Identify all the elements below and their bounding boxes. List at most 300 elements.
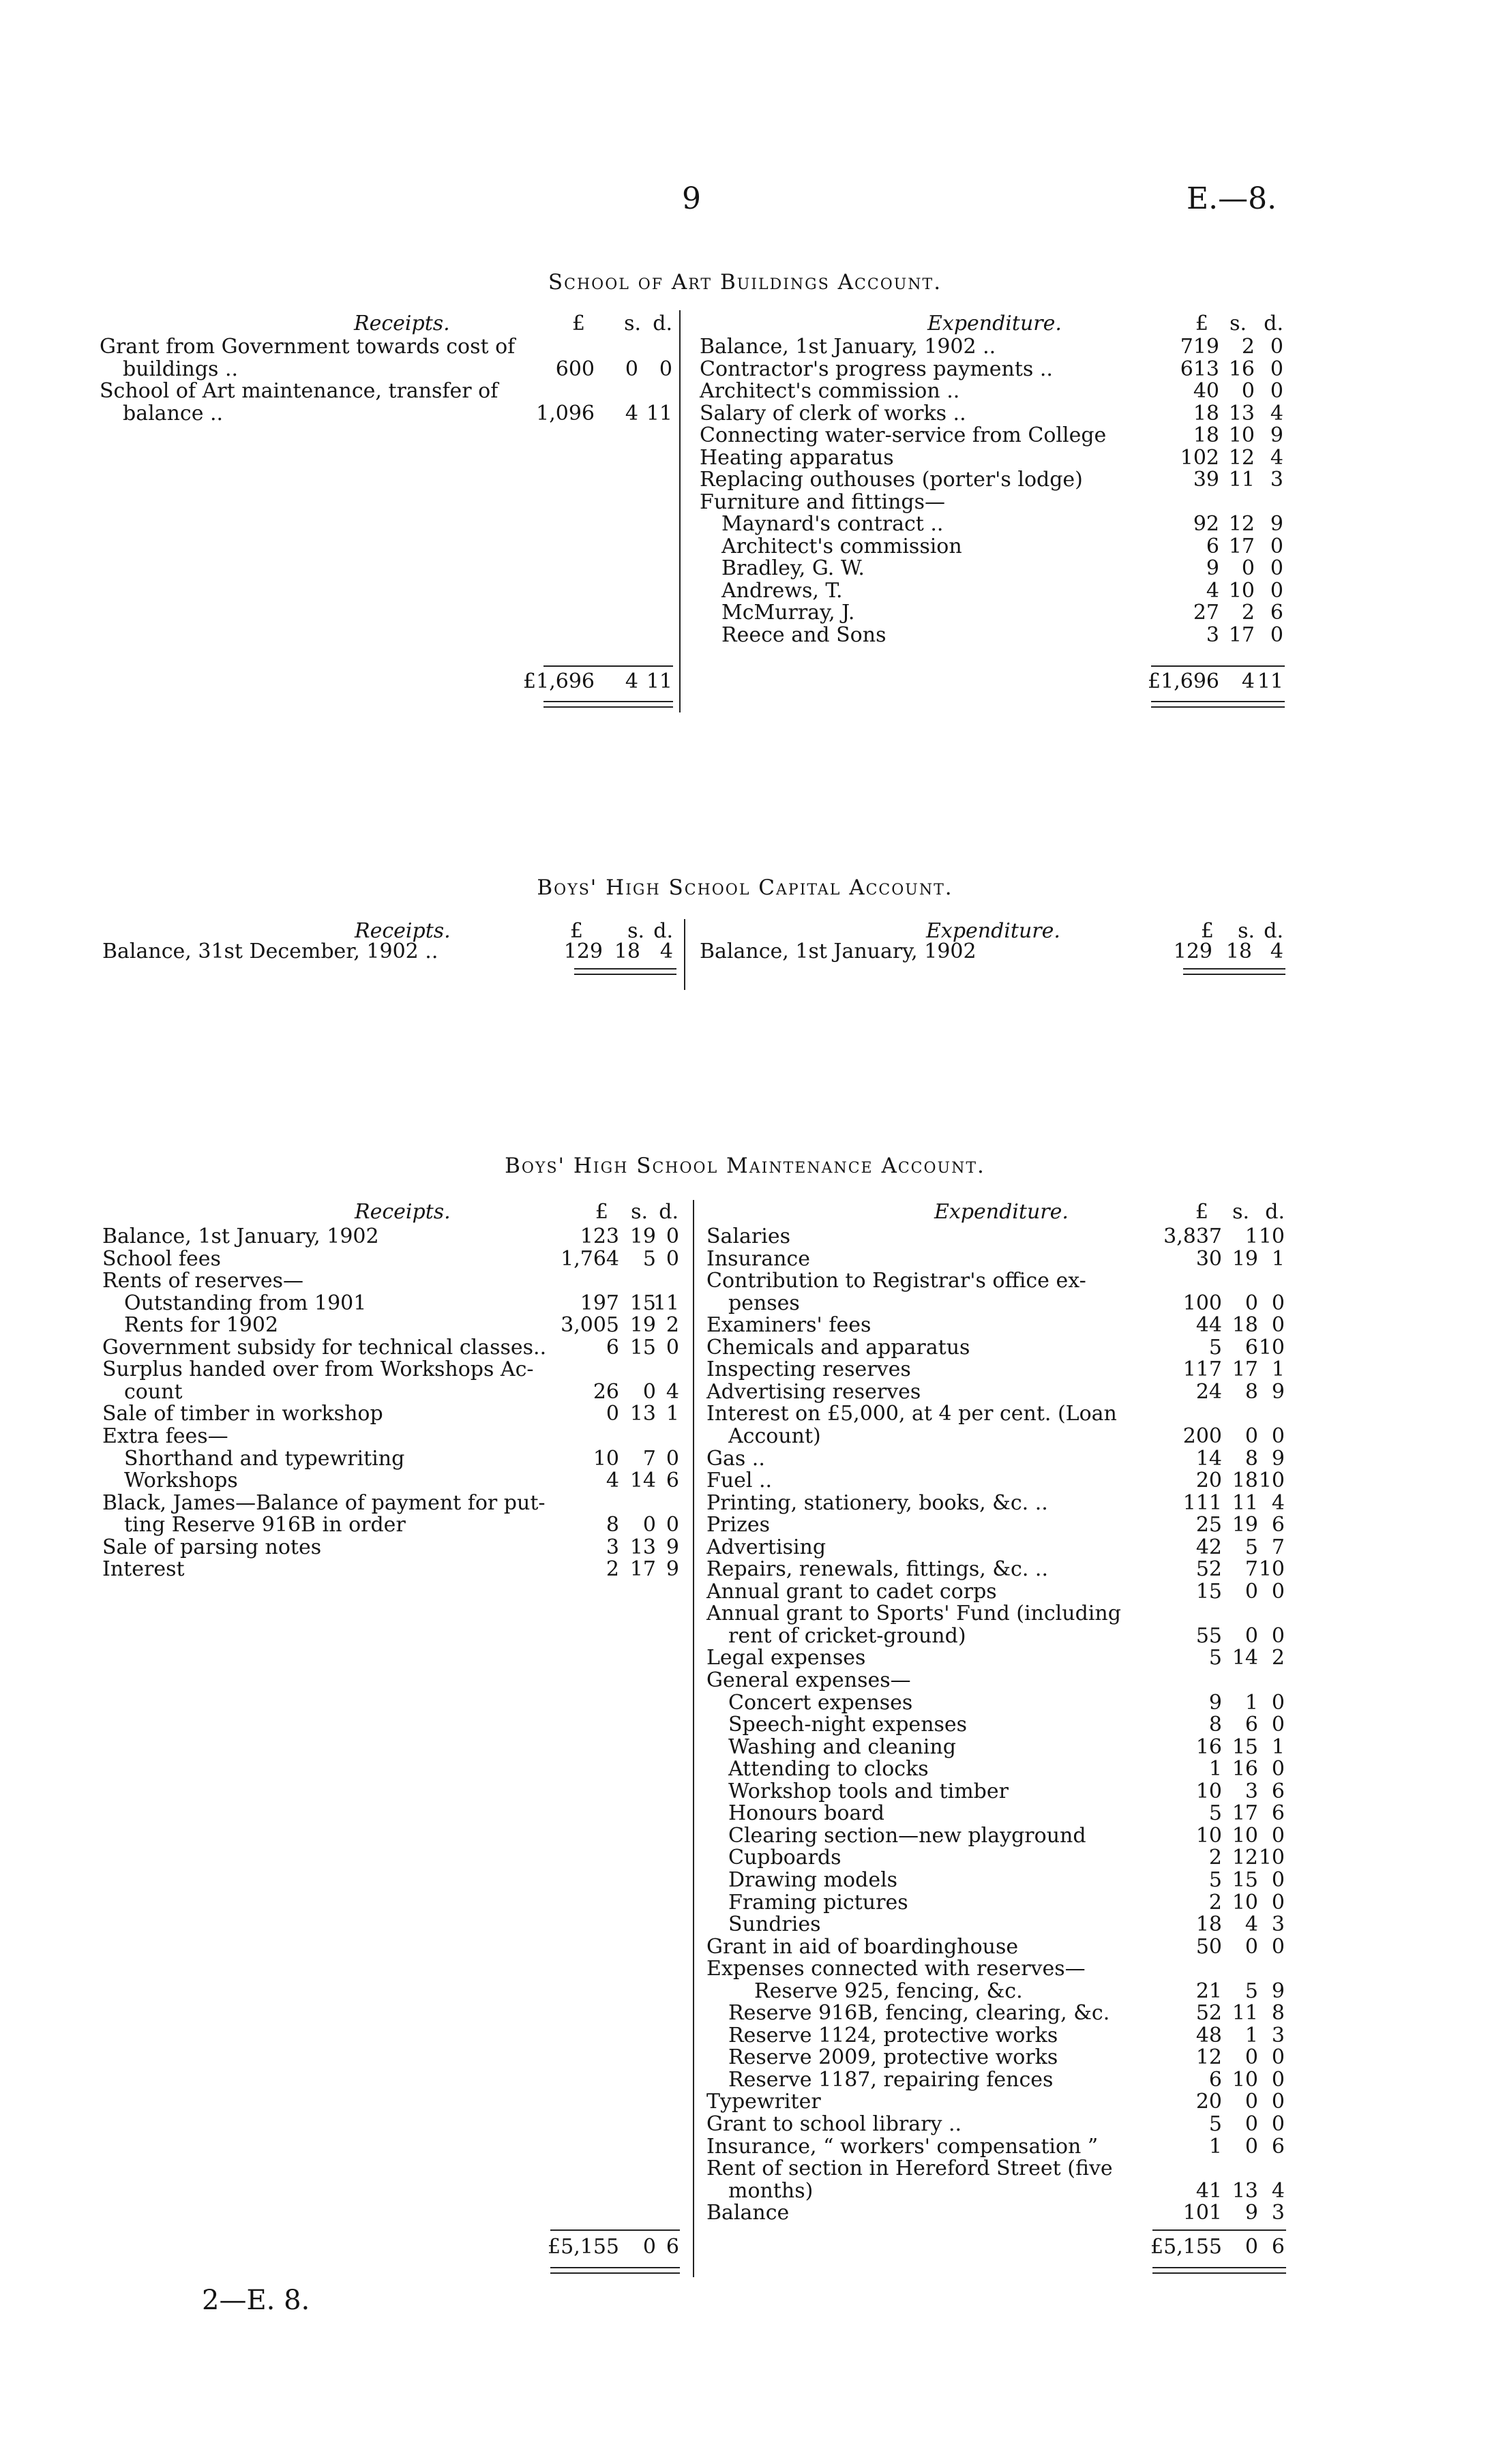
- expenditure-item: Legal expenses: [706, 1646, 866, 1670]
- receipt-line: buildings ..: [123, 357, 239, 381]
- mnt-receipt-pence: 0: [666, 1335, 679, 1359]
- expenditure-item: Expenses connected with reserves—: [706, 1957, 1086, 1981]
- receipt-item: Shorthand and typewriting: [124, 1446, 405, 1471]
- expenditure-item: Advertising reserves: [706, 1379, 921, 1404]
- mnt-expenditure-shillings: 13: [1232, 2178, 1258, 2203]
- mnt-expenditure-shillings: 1: [1245, 2023, 1258, 2047]
- expenditure-item: Clearing section—new playground: [728, 1823, 1086, 1848]
- art-expenditure-pence: 0: [1270, 556, 1283, 580]
- cap-receipts-col-pounds,shillings,pence: d.: [653, 919, 673, 943]
- expenditure-item: Gas ..: [706, 1446, 765, 1471]
- mnt-expenditure-pence: 9: [1271, 1446, 1285, 1471]
- mnt-expenditure-shillings: 19: [1232, 1513, 1258, 1537]
- receipt-item: Extra fees—: [102, 1424, 228, 1448]
- mnt-receipts-col-pounds,shillings,pence: £: [595, 1200, 608, 1224]
- mnt-receipt-pence: 1: [666, 1402, 679, 1426]
- expenditure-item: Contribution to Registrar's office ex-: [706, 1269, 1086, 1293]
- expenditure-item: Connecting water-service from College: [700, 423, 1107, 447]
- expenditure-item: Drawing models: [728, 1867, 898, 1892]
- mnt-expenditure-shillings: 6: [1245, 1335, 1258, 1359]
- mnt-expenditure-total-shillings: 0: [1245, 2235, 1258, 2259]
- expenditure-item: Examiners' fees: [706, 1313, 871, 1338]
- mnt-expenditure-pounds: 48: [1195, 2023, 1222, 2047]
- receipts-heading: Receipts.: [355, 919, 451, 943]
- mnt-expenditure-pounds: 20: [1195, 2090, 1222, 2114]
- expenditure-item: Architect's commission: [721, 534, 962, 558]
- mnt-expenditure-pounds: 20: [1195, 1469, 1222, 1493]
- mnt-expenditure-pounds: 1: [1208, 1757, 1222, 1782]
- art-expenditure-pounds: 92: [1193, 512, 1219, 536]
- mnt-receipt-pence: 0: [666, 1246, 679, 1271]
- art-expenditure-shillings: 0: [1241, 379, 1255, 403]
- cap-receipt-pence: 4: [659, 940, 673, 963]
- mnt-expenditure-pence: 6: [1271, 1513, 1285, 1537]
- mnt-expenditure-pence: 0: [1271, 1579, 1285, 1604]
- art-expenditure-pence: 0: [1270, 379, 1283, 403]
- mnt-expenditure-pence: 0: [1271, 2112, 1285, 2136]
- cap-expenditure-col-pounds,shillings,pence: d.: [1264, 919, 1283, 943]
- expenditure-item: Balance: [706, 2201, 790, 2225]
- expenditure-heading: Expenditure.: [934, 1200, 1069, 1224]
- receipt-item: ting Reserve 916B in order: [124, 1513, 406, 1537]
- mnt-expenditure-pounds: 6: [1208, 2067, 1222, 2092]
- mnt-receipt-pounds: 6: [606, 1335, 619, 1359]
- total-double-rule: [574, 968, 676, 970]
- mnt-receipt-pounds: 0: [606, 1402, 619, 1426]
- mnt-expenditure-shillings: 8: [1245, 1379, 1258, 1404]
- expenditure-item: Insurance, “ workers' compensation ”: [706, 2134, 1099, 2159]
- expenditure-item: Bradley, G. W.: [721, 556, 865, 580]
- art-expenditure-shillings: 0: [1241, 556, 1255, 580]
- receipt-item: Rents for 1902: [124, 1313, 279, 1338]
- expenditure-item: Grant in aid of boardinghouse: [706, 1934, 1019, 1959]
- mnt-expenditure-pence: 3: [1271, 1912, 1285, 1937]
- mnt-expenditure-pounds: 21: [1195, 1979, 1222, 2003]
- mnt-expenditure-pounds: 55: [1195, 1623, 1222, 1648]
- mnt-receipt-pence: 0: [666, 1225, 679, 1248]
- mnt-expenditure-shillings: 10: [1232, 1823, 1258, 1848]
- mnt-expenditure-pounds: 200: [1182, 1424, 1222, 1448]
- expenditure-item: Concert expenses: [728, 1690, 913, 1715]
- mnt-expenditure-total-pence: 6: [1271, 2235, 1285, 2259]
- expenditure-item: Workshop tools and timber: [728, 1779, 1009, 1803]
- mnt-receipt-total-shillings: 0: [642, 2235, 656, 2259]
- mnt-expenditure-shillings: 7: [1245, 1557, 1258, 1582]
- mnt-expenditure-shillings: 16: [1232, 1757, 1258, 1782]
- mnt-receipt-pounds: 1,764: [561, 1246, 619, 1271]
- mnt-expenditure-pence: 0: [1271, 2067, 1285, 2092]
- mnt-expenditure-pence: 4: [1271, 1490, 1285, 1515]
- mnt-expenditure-pounds: 1: [1208, 2134, 1222, 2159]
- art-expenditure-pounds: 9: [1206, 556, 1219, 580]
- expenditure-item: Honours board: [728, 1801, 884, 1826]
- expenditure-item: Fuel ..: [706, 1469, 773, 1493]
- art-expenditure-pounds: 4: [1206, 578, 1219, 603]
- art-expenditure-pence: 0: [1270, 534, 1283, 558]
- mnt-receipt-pence: 6: [666, 1469, 679, 1493]
- cap-expenditure-pence: 4: [1270, 940, 1283, 963]
- total-double-rule: [1152, 2272, 1286, 2274]
- expenditure-item: Sundries: [728, 1912, 821, 1937]
- expenditure-item: Maynard's contract ..: [721, 512, 944, 536]
- mnt-expenditure-pounds: 52: [1195, 1557, 1222, 1582]
- mnt-expenditure-pounds: 50: [1195, 1934, 1222, 1959]
- mnt-expenditure-shillings: 6: [1245, 1713, 1258, 1737]
- art-receipts-col-pounds,shillings,pence: d.: [653, 312, 672, 335]
- mnt-expenditure-pounds: 30: [1195, 1246, 1222, 1271]
- mnt-expenditure-pounds: 44: [1195, 1313, 1222, 1338]
- receipt-item: Sale of timber in workshop: [102, 1402, 383, 1426]
- mnt-expenditure-pence: 4: [1271, 2178, 1285, 2203]
- mnt-expenditure-shillings: 5: [1245, 1979, 1258, 2003]
- art-expenditure-col-pounds,shillings,pence: s.: [1230, 312, 1247, 335]
- total-rule: [1152, 2229, 1286, 2231]
- receipt-item: Interest: [102, 1557, 185, 1582]
- expenditure-item: Account): [728, 1424, 821, 1448]
- mnt-expenditure-pounds: 25: [1195, 1513, 1222, 1537]
- mnt-receipt-pounds: 8: [606, 1513, 619, 1537]
- mnt-receipt-pounds: 3,005: [561, 1313, 619, 1338]
- receipt-item: Balance, 1st January, 1902: [102, 1225, 379, 1248]
- mnt-expenditure-pence: 10: [1258, 1469, 1285, 1493]
- mnt-expenditure-pounds: 10: [1195, 1823, 1222, 1848]
- total-double-rule: [550, 2272, 680, 2274]
- art-expenditure-shillings: 16: [1228, 357, 1255, 381]
- mnt-expenditure-shillings: 17: [1232, 1801, 1258, 1826]
- page-number: 9: [682, 181, 701, 216]
- art-receipt-shillings: 4: [625, 401, 638, 425]
- mnt-expenditure-pounds: 24: [1195, 1379, 1222, 1404]
- mnt-expenditure-col-pounds,shillings,pence: £: [1195, 1200, 1208, 1224]
- art-receipt-total-pounds: £1,696: [523, 670, 595, 693]
- mnt-expenditure-pounds: 8: [1208, 1713, 1222, 1737]
- expenditure-item: Replacing outhouses (porter's lodge): [700, 468, 1083, 492]
- mnt-expenditure-pounds: 52: [1195, 2001, 1222, 2026]
- capital-account-title: Boys' High School Capital Account.: [537, 875, 953, 900]
- total-double-rule: [574, 974, 676, 975]
- art-receipts-col-pounds,shillings,pence: s.: [624, 312, 641, 335]
- mnt-expenditure-pence: 7: [1271, 1535, 1285, 1559]
- expenditure-item: Annual grant to Sports' Fund (including: [706, 1602, 1121, 1626]
- receipt-item: Government subsidy for technical classes..: [102, 1335, 547, 1359]
- mnt-expenditure-pence: 6: [1271, 1779, 1285, 1803]
- receipt-line: Grant from Government towards cost of: [100, 335, 516, 359]
- receipt-item: Outstanding from 1901: [124, 1291, 367, 1315]
- mnt-expenditure-pence: 0: [1271, 1934, 1285, 1959]
- mnt-expenditure-pence: 9: [1271, 1979, 1285, 2003]
- mnt-expenditure-pounds: 117: [1182, 1357, 1222, 1382]
- mnt-expenditure-pounds: 5: [1208, 1801, 1222, 1826]
- art-expenditure-pounds: 6: [1206, 534, 1219, 558]
- mnt-expenditure-shillings: 0: [1245, 1934, 1258, 1959]
- expenditure-item: Reserve 916B, fencing, clearing, &c.: [728, 2001, 1110, 2026]
- mnt-expenditure-pounds: 2: [1208, 1890, 1222, 1914]
- art-receipt-pounds: 1,096: [536, 401, 595, 425]
- mnt-expenditure-pounds: 15: [1195, 1579, 1222, 1604]
- art-expenditure-shillings: 12: [1228, 445, 1255, 470]
- art-receipt-shillings: 0: [625, 357, 638, 381]
- art-expenditure-pence: 9: [1270, 512, 1283, 536]
- art-expenditure-shillings: 11: [1228, 468, 1255, 492]
- cap-receipts-col-pounds,shillings,pence: s.: [627, 919, 644, 943]
- mnt-expenditure-shillings: 4: [1245, 1912, 1258, 1937]
- expenditure-item: McMurray, J.: [721, 601, 855, 625]
- mnt-expenditure-shillings: 3: [1245, 1779, 1258, 1803]
- art-expenditure-pence: 4: [1270, 401, 1283, 425]
- mnt-expenditure-pence: 0: [1271, 1823, 1285, 1848]
- mnt-expenditure-shillings: 15: [1232, 1867, 1258, 1892]
- expenditure-item: Reece and Sons: [721, 622, 886, 647]
- mnt-expenditure-shillings: 18: [1232, 1313, 1258, 1338]
- expenditure-item: General expenses—: [706, 1668, 911, 1692]
- mnt-expenditure-pence: 1: [1271, 1734, 1285, 1759]
- expenditure-item: Advertising: [706, 1535, 826, 1559]
- mnt-expenditure-pence: 0: [1271, 1424, 1285, 1448]
- mnt-expenditure-pence: 0: [1271, 1291, 1285, 1315]
- expenditure-line: Balance, 1st January, 1902: [700, 940, 977, 963]
- art-receipt-total-pence: 11: [646, 670, 672, 693]
- receipt-line: balance ..: [123, 401, 224, 425]
- art-expenditure-total-pounds: £1,696: [1148, 670, 1219, 693]
- mnt-expenditure-pence: 8: [1271, 2001, 1285, 2026]
- art-expenditure-shillings: 10: [1228, 578, 1255, 603]
- mnt-expenditure-pence: 0: [1271, 1867, 1285, 1892]
- art-expenditure-col-pounds,shillings,pence: £: [1195, 312, 1208, 335]
- mnt-expenditure-pence: 0: [1271, 1713, 1285, 1737]
- mnt-expenditure-shillings: 11: [1232, 1490, 1258, 1515]
- expenditure-item: Contractor's progress payments ..: [700, 357, 1053, 381]
- receipt-item: Sale of parsing notes: [102, 1535, 322, 1559]
- expenditure-item: Washing and cleaning: [728, 1734, 956, 1759]
- mnt-receipt-pence: 9: [666, 1535, 679, 1559]
- mnt-expenditure-shillings: 19: [1232, 1246, 1258, 1271]
- mnt-receipt-pence: 11: [653, 1291, 679, 1315]
- art-expenditure-shillings: 17: [1228, 534, 1255, 558]
- mnt-receipt-pounds: 197: [580, 1291, 619, 1315]
- art-expenditure-shillings: 17: [1228, 622, 1255, 647]
- mnt-receipt-pounds: 10: [593, 1446, 619, 1471]
- expenditure-item: Prizes: [706, 1513, 771, 1537]
- receipt-line: School of Art maintenance, transfer of: [100, 379, 498, 403]
- expenditure-item: Rent of section in Hereford Street (five: [706, 2157, 1113, 2181]
- mnt-expenditure-pence: 1: [1271, 1246, 1285, 1271]
- expenditure-item: Framing pictures: [728, 1890, 908, 1914]
- art-expenditure-pounds: 40: [1193, 379, 1219, 403]
- mnt-expenditure-pence: 0: [1271, 1757, 1285, 1782]
- expenditure-item: Reserve 1187, repairing fences: [728, 2067, 1054, 2092]
- mnt-expenditure-pence: 0: [1271, 1890, 1285, 1914]
- mnt-expenditure-pence: 10: [1258, 1557, 1285, 1582]
- expenditure-item: Salaries: [706, 1225, 791, 1248]
- expenditure-item: Typewriter: [706, 2090, 821, 2114]
- mnt-expenditure-shillings: 12: [1232, 1846, 1258, 1870]
- mnt-receipt-pounds: 123: [580, 1225, 619, 1248]
- art-expenditure-pence: 0: [1270, 357, 1283, 381]
- mnt-expenditure-pounds: 3,837: [1163, 1225, 1222, 1248]
- column-divider: [684, 919, 685, 990]
- total-double-rule: [1152, 2267, 1286, 2268]
- art-expenditure-pounds: 39: [1193, 468, 1219, 492]
- document-reference: E.—8.: [1187, 181, 1277, 216]
- mnt-receipt-shillings: 13: [629, 1535, 656, 1559]
- mnt-expenditure-pence: 10: [1258, 1225, 1285, 1248]
- art-expenditure-pounds: 18: [1193, 401, 1219, 425]
- expenditure-item: Grant to school library ..: [706, 2112, 962, 2136]
- mnt-expenditure-pence: 0: [1271, 1690, 1285, 1715]
- mnt-expenditure-shillings: 0: [1245, 1579, 1258, 1604]
- expenditure-item: Interest on £5,000, at 4 per cent. (Loan: [706, 1402, 1117, 1426]
- mnt-receipt-pence: 0: [666, 1513, 679, 1537]
- cap-expenditure-pounds: 129: [1173, 940, 1212, 963]
- mnt-expenditure-shillings: 0: [1245, 1291, 1258, 1315]
- receipts-heading: Receipts.: [355, 1200, 451, 1224]
- total-double-rule: [543, 701, 673, 702]
- expenditure-item: Printing, stationery, books, &c. ..: [706, 1490, 1048, 1515]
- cap-receipt-shillings: 18: [614, 940, 640, 963]
- mnt-receipt-pounds: 4: [606, 1469, 619, 1493]
- mnt-receipt-shillings: 0: [642, 1513, 656, 1537]
- mnt-expenditure-pounds: 14: [1195, 1446, 1222, 1471]
- mnt-receipt-shillings: 7: [642, 1446, 656, 1471]
- art-receipt-total-shillings: 4: [625, 670, 638, 693]
- mnt-expenditure-pounds: 18: [1195, 1912, 1222, 1937]
- mnt-expenditure-pence: 3: [1271, 2023, 1285, 2047]
- total-rule: [550, 2229, 680, 2231]
- expenditure-item: Heating apparatus: [700, 445, 894, 470]
- expenditure-item: Chemicals and apparatus: [706, 1335, 970, 1359]
- mnt-expenditure-pence: 10: [1258, 1335, 1285, 1359]
- mnt-expenditure-pounds: 16: [1195, 1734, 1222, 1759]
- mnt-expenditure-pence: 0: [1271, 1623, 1285, 1648]
- total-double-rule: [1151, 706, 1285, 708]
- art-expenditure-pounds: 18: [1193, 423, 1219, 447]
- expenditure-item: Balance, 1st January, 1902 ..: [700, 335, 996, 359]
- mnt-expenditure-shillings: 10: [1232, 1890, 1258, 1914]
- mnt-expenditure-shillings: 0: [1245, 1623, 1258, 1648]
- mnt-expenditure-shillings: 0: [1245, 2112, 1258, 2136]
- mnt-receipt-shillings: 19: [629, 1313, 656, 1338]
- mnt-receipt-pounds: 26: [593, 1379, 619, 1404]
- art-expenditure-pence: 4: [1270, 445, 1283, 470]
- receipt-item: Surplus handed over from Workshops Ac-: [102, 1357, 534, 1382]
- art-expenditure-pounds: 27: [1193, 601, 1219, 625]
- art-expenditure-pence: 0: [1270, 622, 1283, 647]
- art-account-title: School of Art Buildings Account.: [548, 270, 942, 295]
- art-expenditure-pence: 3: [1270, 468, 1283, 492]
- maintenance-account-title: Boys' High School Maintenance Account.: [505, 1154, 985, 1178]
- art-expenditure-total-pence: 11: [1257, 670, 1283, 693]
- expenditure-item: Architect's commission ..: [700, 379, 960, 403]
- mnt-expenditure-pence: 0: [1271, 1313, 1285, 1338]
- art-receipt-pence: 0: [659, 357, 672, 381]
- expenditure-item: Andrews, T.: [721, 578, 843, 603]
- mnt-expenditure-shillings: 14: [1232, 1646, 1258, 1670]
- expenditure-item: Cupboards: [728, 1846, 841, 1870]
- mnt-expenditure-shillings: 1: [1245, 1225, 1258, 1248]
- mnt-expenditure-shillings: 1: [1245, 1690, 1258, 1715]
- mnt-expenditure-col-pounds,shillings,pence: d.: [1265, 1200, 1285, 1224]
- art-receipt-pounds: 600: [555, 357, 595, 381]
- expenditure-item: Reserve 925, fencing, &c.: [754, 1979, 1023, 2003]
- mnt-expenditure-shillings: 8: [1245, 1446, 1258, 1471]
- art-receipt-pence: 11: [646, 401, 672, 425]
- mnt-receipt-pence: 0: [666, 1446, 679, 1471]
- expenditure-item: Annual grant to cadet corps: [706, 1579, 997, 1604]
- total-double-rule: [1183, 968, 1285, 970]
- art-receipts-col-pounds,shillings,pence: £: [571, 312, 585, 335]
- mnt-expenditure-shillings: 17: [1232, 1357, 1258, 1382]
- mnt-receipt-shillings: 14: [629, 1469, 656, 1493]
- art-expenditure-pounds: 719: [1180, 335, 1219, 359]
- mnt-expenditure-pounds: 5: [1208, 1646, 1222, 1670]
- mnt-receipt-shillings: 13: [629, 1402, 656, 1426]
- mnt-receipt-shillings: 15: [629, 1335, 656, 1359]
- art-expenditure-shillings: 2: [1241, 335, 1255, 359]
- mnt-expenditure-pence: 0: [1271, 2090, 1285, 2114]
- expenditure-item: Inspecting reserves: [706, 1357, 911, 1382]
- expenditure-item: Repairs, renewals, fittings, &c. ..: [706, 1557, 1048, 1582]
- mnt-expenditure-shillings: 18: [1232, 1469, 1258, 1493]
- mnt-expenditure-shillings: 11: [1232, 2001, 1258, 2026]
- mnt-receipt-total-pounds: £5,155: [548, 2235, 619, 2259]
- expenditure-item: Reserve 2009, protective works: [728, 2045, 1058, 2070]
- mnt-expenditure-pounds: 100: [1182, 1291, 1222, 1315]
- mnt-receipt-shillings: 17: [629, 1557, 656, 1582]
- total-double-rule: [543, 706, 673, 708]
- expenditure-item: months): [728, 2178, 814, 2203]
- mnt-expenditure-pounds: 12: [1195, 2045, 1222, 2070]
- mnt-expenditure-pence: 0: [1271, 2045, 1285, 2070]
- receipts-heading: Receipts.: [354, 312, 450, 335]
- expenditure-item: rent of cricket-ground): [728, 1623, 966, 1648]
- receipt-item: count: [124, 1379, 183, 1404]
- mnt-receipts-col-pounds,shillings,pence: d.: [659, 1200, 679, 1224]
- mnt-expenditure-pence: 3: [1271, 2201, 1285, 2225]
- mnt-expenditure-pounds: 5: [1208, 2112, 1222, 2136]
- expenditure-item: Insurance: [706, 1246, 810, 1271]
- mnt-expenditure-pounds: 5: [1208, 1335, 1222, 1359]
- art-expenditure-col-pounds,shillings,pence: d.: [1264, 312, 1283, 335]
- mnt-expenditure-pence: 9: [1271, 1379, 1285, 1404]
- mnt-expenditure-pence: 6: [1271, 2134, 1285, 2159]
- mnt-expenditure-pounds: 42: [1195, 1535, 1222, 1559]
- mnt-receipt-total-pence: 6: [666, 2235, 679, 2259]
- mnt-expenditure-pounds: 5: [1208, 1867, 1222, 1892]
- mnt-receipt-pence: 9: [666, 1557, 679, 1582]
- mnt-expenditure-shillings: 15: [1232, 1734, 1258, 1759]
- art-expenditure-pence: 6: [1270, 601, 1283, 625]
- art-expenditure-shillings: 13: [1228, 401, 1255, 425]
- expenditure-item: Salary of clerk of works ..: [700, 401, 966, 425]
- mnt-expenditure-pounds: 9: [1208, 1690, 1222, 1715]
- total-rule: [1151, 665, 1285, 667]
- total-double-rule: [1151, 701, 1285, 702]
- mnt-expenditure-shillings: 0: [1245, 2134, 1258, 2159]
- art-expenditure-total-shillings: 4: [1241, 670, 1255, 693]
- mnt-expenditure-pence: 10: [1258, 1846, 1285, 1870]
- total-rule: [543, 665, 673, 667]
- mnt-receipt-shillings: 0: [642, 1379, 656, 1404]
- page-footer-signature: 2—E. 8.: [202, 2285, 310, 2316]
- receipt-item: Rents of reserves—: [102, 1269, 304, 1293]
- art-expenditure-pence: 9: [1270, 423, 1283, 447]
- mnt-receipts-col-pounds,shillings,pence: s.: [631, 1200, 648, 1224]
- mnt-expenditure-pence: 6: [1271, 1801, 1285, 1826]
- mnt-expenditure-pence: 1: [1271, 1357, 1285, 1382]
- cap-expenditure-col-pounds,shillings,pence: s.: [1238, 919, 1255, 943]
- mnt-receipt-pence: 2: [666, 1313, 679, 1338]
- column-divider: [693, 1200, 694, 2277]
